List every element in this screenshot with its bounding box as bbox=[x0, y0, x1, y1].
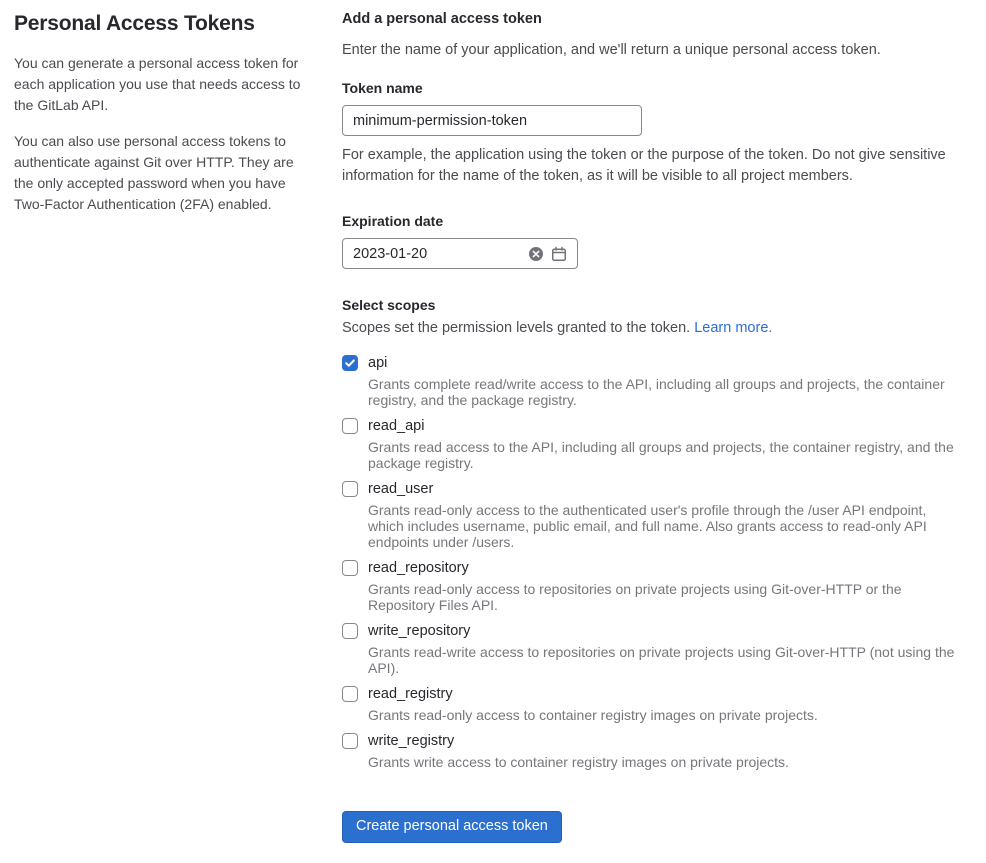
scope-item-api bbox=[342, 353, 970, 408]
scope-label[interactable]: write_registry bbox=[368, 733, 455, 749]
scope-description: Grants read-only access to the authenticated user's profile through the /user API endpoint, which includes username, public email, and full name. Also grants access to read-only API endpoints under /users. bbox=[368, 502, 927, 550]
scope-description: Grants read-only access to repositories on private projects using Git-over-HTTP or the Repository Files API. bbox=[368, 581, 902, 613]
scope-description: Grants complete read/write access to the API, including all groups and projects, the container registry, and the package registry. bbox=[368, 376, 945, 408]
scope-label[interactable]: api bbox=[368, 355, 388, 371]
create-token-button[interactable]: Create personal access token bbox=[342, 811, 562, 843]
scope-label[interactable]: read_user bbox=[368, 481, 434, 497]
add-token-form bbox=[332, 0, 986, 863]
learn-more-link[interactable]: Learn more. bbox=[694, 320, 773, 336]
scope-list bbox=[342, 353, 970, 770]
scope-item-read-repository bbox=[342, 558, 970, 613]
token-name-help: For example, the application using the token or the purpose of the token. Do not give sensitive information for the name of the token, as it will be visible to all project members. bbox=[342, 147, 946, 184]
scope-item-read-user bbox=[342, 479, 970, 550]
scope-description: Grants read-only access to container registry images on private projects. bbox=[368, 707, 818, 723]
scopes-description bbox=[342, 320, 970, 336]
scope-checkbox-read-registry[interactable] bbox=[342, 686, 358, 702]
calendar-icon[interactable] bbox=[550, 245, 568, 263]
clear-date-icon[interactable] bbox=[527, 245, 545, 263]
scope-description: Grants read access to the API, including all groups and projects, the container registry, and the package registry. bbox=[368, 439, 954, 471]
token-name-input[interactable] bbox=[342, 105, 642, 136]
scope-item-read-registry bbox=[342, 684, 970, 723]
form-heading: Add a personal access token bbox=[342, 11, 542, 27]
scope-checkbox-write-registry[interactable] bbox=[342, 733, 358, 749]
expiration-date-input[interactable] bbox=[342, 238, 578, 269]
expiration-date-label: Expiration date bbox=[342, 213, 444, 229]
scope-label[interactable]: read_repository bbox=[368, 560, 469, 576]
token-name-label: Token name bbox=[342, 80, 423, 96]
scope-description: Grants write access to container registry images on private projects. bbox=[368, 754, 789, 770]
scope-checkbox-read-user[interactable] bbox=[342, 481, 358, 497]
scope-checkbox-read-api[interactable] bbox=[342, 418, 358, 434]
expiration-date-value[interactable]: 2023-01-20 bbox=[353, 245, 428, 262]
scope-item-read-api bbox=[342, 416, 970, 471]
scope-item-write-registry bbox=[342, 731, 970, 770]
description-paragraph-1: You can generate a personal access token for each application you use that needs access to the GitLab API. bbox=[14, 55, 301, 113]
description-paragraph-2: You can also use personal access tokens to authenticate against Git over HTTP. They are the only accepted password when you have Two-Factor Authentication (2FA) enabled. bbox=[14, 133, 294, 212]
scope-label[interactable]: read_api bbox=[368, 418, 425, 434]
scopes-description-text: Scopes set the permission levels granted to the token. bbox=[342, 320, 691, 336]
scope-label[interactable]: write_repository bbox=[368, 623, 471, 639]
select-scopes-label: Select scopes bbox=[342, 297, 436, 313]
scope-description: Grants read-write access to repositories on private projects using Git-over-HTTP (not using the API). bbox=[368, 644, 955, 676]
scope-checkbox-write-repository[interactable] bbox=[342, 623, 358, 639]
page-title: Personal Access Tokens bbox=[14, 12, 255, 35]
scope-label[interactable]: read_registry bbox=[368, 686, 453, 702]
scope-checkbox-read-repository[interactable] bbox=[342, 560, 358, 576]
scope-checkbox-api[interactable] bbox=[342, 355, 358, 371]
scope-item-write-repository bbox=[342, 621, 970, 676]
form-lead-text: Enter the name of your application, and we'll return a unique personal access token. bbox=[342, 42, 881, 58]
settings-description-panel bbox=[0, 0, 332, 230]
